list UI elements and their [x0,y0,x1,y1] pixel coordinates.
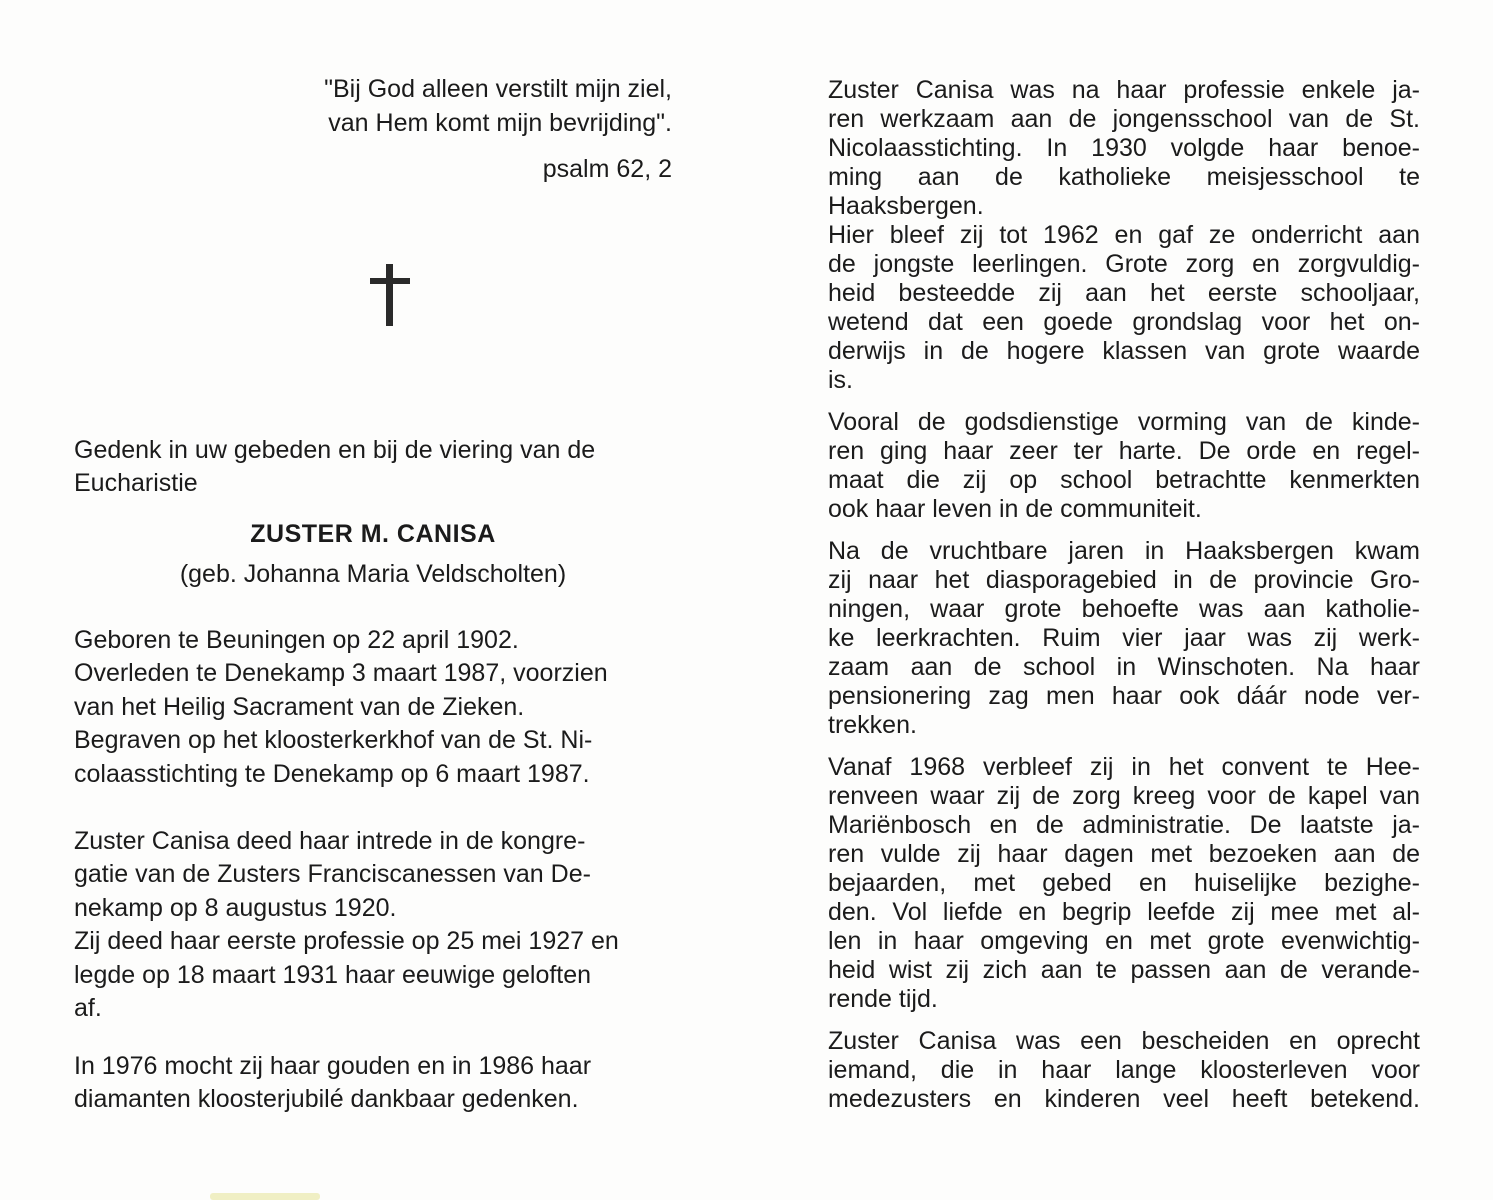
text-line: Vooral de godsdienstige vorming van de kinde- [828,408,1420,436]
text-line: Haaksbergen. [828,192,984,220]
text-line: ren vulde zij haar dagen met bezoeken aan de [828,840,1420,868]
motto-line: "Bij God alleen verstilt mijn ziel, [324,75,672,103]
text-line: In 1976 mocht zij haar gouden en in 1986 haar [74,1052,592,1080]
motto-reference: psalm 62, 2 [542,155,672,183]
motto-quote [74,72,672,140]
text-line: ningen, waar grote behoefte was aan katholie- [828,595,1420,623]
text-line: heid wist zij zich aan te passen aan de verande- [828,956,1420,984]
text-line: colaasstichting te Denekamp op 6 maart 1987. [74,759,590,788]
scan-artifact [210,1193,320,1200]
text-line: Overleden te Denekamp 3 maart 1987, voorzien [74,659,608,688]
text-line: maat die zij op school betrachtte kenmerkten [828,466,1420,494]
text-line: ming aan de katholieke meisjesschool te [828,163,1420,191]
text-line: gatie van de Zusters Franciscanessen van De- [74,860,591,889]
text-line: heid besteedde zij aan het eerste schooljaar, [828,279,1420,307]
intro-line: Eucharistie [74,469,198,497]
text-line: Vanaf 1968 verbleef zij in het convent te Hee- [828,753,1420,781]
text-line: medezusters en kinderen veel heeft betekend. [828,1085,1420,1113]
biography [74,624,672,1025]
text-line: ook haar leven in de communiteit. [828,495,1202,523]
text-line: ren werkzaam aan de jongensschool van de St. [828,105,1420,133]
text-line: diamanten kloosterjubilé dankbaar gedenken. [74,1085,579,1114]
text-line: legde op 18 maart 1931 haar eeuwige geloften [74,960,592,989]
text-line: derwijs in de hogere klassen van grote waarde [828,337,1420,365]
intro-line: Gedenk in uw gebeden en bij de viering van de [74,436,596,464]
text-line: de jongste leerlingen. Grote zorg en zorgvuldig- [828,250,1420,278]
text-line: wetend dat een goede grondslag voor het on- [828,308,1420,336]
vitals-paragraph [74,624,672,791]
groningen-paragraph [828,537,1420,740]
text-line: Geboren te Beuningen op 22 april 1902. [74,626,519,654]
text-line: van het Heilig Sacrament van de Zieken. [74,692,525,721]
text-line: Begraven op het kloosterkerkhof van de St. Ni- [74,726,593,755]
motto-line: van Hem komt mijn bevrijding". [328,109,672,137]
text-line: Zuster Canisa deed haar intrede in de kongre- [74,827,586,856]
text-line: den. Vol liefde en begrip leefde zij mee met al- [828,898,1420,926]
text-line: Nicolaasstichting. In 1930 volgde haar benoe- [828,134,1420,162]
left-panel [74,72,672,1132]
text-line: iemand, die in haar lange kloosterleven voor [828,1056,1420,1084]
cross-icon [370,264,410,326]
birth-name: (geb. Johanna Maria Veldscholten) [179,560,567,588]
jubilee-paragraph [74,1050,672,1117]
text-line: nekamp op 8 augustus 1920. [74,893,397,922]
text-line: renveen waar zij de zorg kreeg voor de kapel van [828,782,1420,810]
text-line: Zuster Canisa was een bescheiden en oprecht [828,1027,1420,1055]
religious-formation-paragraph [828,408,1420,524]
text-line: Mariënbosch en de administratie. De laatste ja- [828,811,1420,839]
text-line: ke leerkrachten. Ruim vier jaar was zij werk- [828,624,1420,652]
text-line: Zij deed haar eerste professie op 25 mei 1927 en [74,927,619,956]
text-line: zij naar het diasporagebied in de provincie Gro- [828,566,1420,594]
text-line: af. [74,994,102,1023]
text-line: Hier bleef zij tot 1962 en gaf ze onderricht aan [828,221,1420,249]
text-line: rende tijd. [828,985,938,1013]
closing-paragraph [828,1027,1420,1114]
text-line: bejaarden, met gebed en huiselijke bezighe- [828,869,1420,897]
deceased-name: ZUSTER M. CANISA [250,520,496,548]
text-line: is. [828,366,853,394]
text-line: trekken. [828,711,917,739]
heerenveen-paragraph [828,753,1420,1014]
text-line: zaam aan de school in Winschoten. Na haar [828,653,1420,681]
career-paragraph [828,76,1420,395]
remembrance-intro [74,434,672,500]
text-line: ren ging haar zeer ter harte. De orde en regel- [828,437,1420,465]
text-line: len in haar omgeving en met grote evenwichtig- [828,927,1420,955]
religious-life-paragraph [74,825,672,1025]
text-line: pensionering zag men haar ook dáár node ver- [828,682,1420,710]
text-line: Na de vruchtbare jaren in Haaksbergen kwam [828,537,1420,565]
right-panel [828,76,1420,1126]
text-line: Zuster Canisa was na haar professie enkele ja- [828,76,1420,104]
